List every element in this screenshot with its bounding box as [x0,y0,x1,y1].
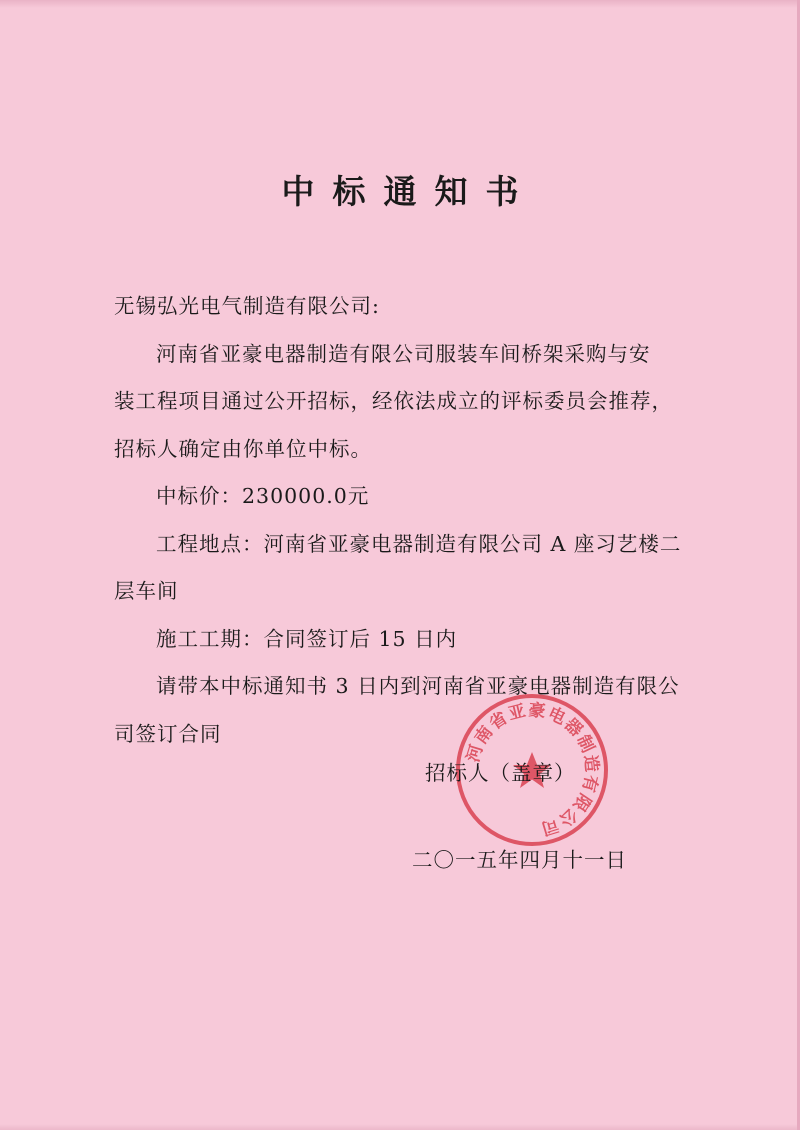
location-line1: 工程地点：河南省亚豪电器制造有限公司 A 座习艺楼二 [156,531,682,556]
location-line2: 层车间 [114,579,179,603]
document-body [114,283,682,758]
para1-line1: 河南省亚豪电器制造有限公司服装车间桥架采购与安 [156,341,651,366]
seal-text: 河南省亚豪电器制造有限公司 [463,700,602,839]
request-line1: 请带本中标通知书 3 日内到河南省亚豪电器制造有限公 [156,674,680,698]
request-line2: 司签订合同 [114,721,222,746]
scan-edge-bottom [0,1124,800,1130]
para1-line3: 招标人确定由你单位中标。 [114,436,372,461]
recipient-line: 无锡弘光电气制造有限公司: [114,294,380,318]
period-line: 施工工期：合同签订后 15 日内 [156,626,458,651]
signer-line: 招标人（盖章） [425,761,576,785]
document-title: 中标通知书 [281,172,537,211]
date-line: 二〇一五年四月十一日 [412,848,627,872]
para1-line2: 装工程项目通过公开招标，经依法成立的评标委员会推荐， [114,389,673,413]
price-line: 中标价：230000.0元 [156,484,370,508]
scan-edge-top [0,0,800,8]
